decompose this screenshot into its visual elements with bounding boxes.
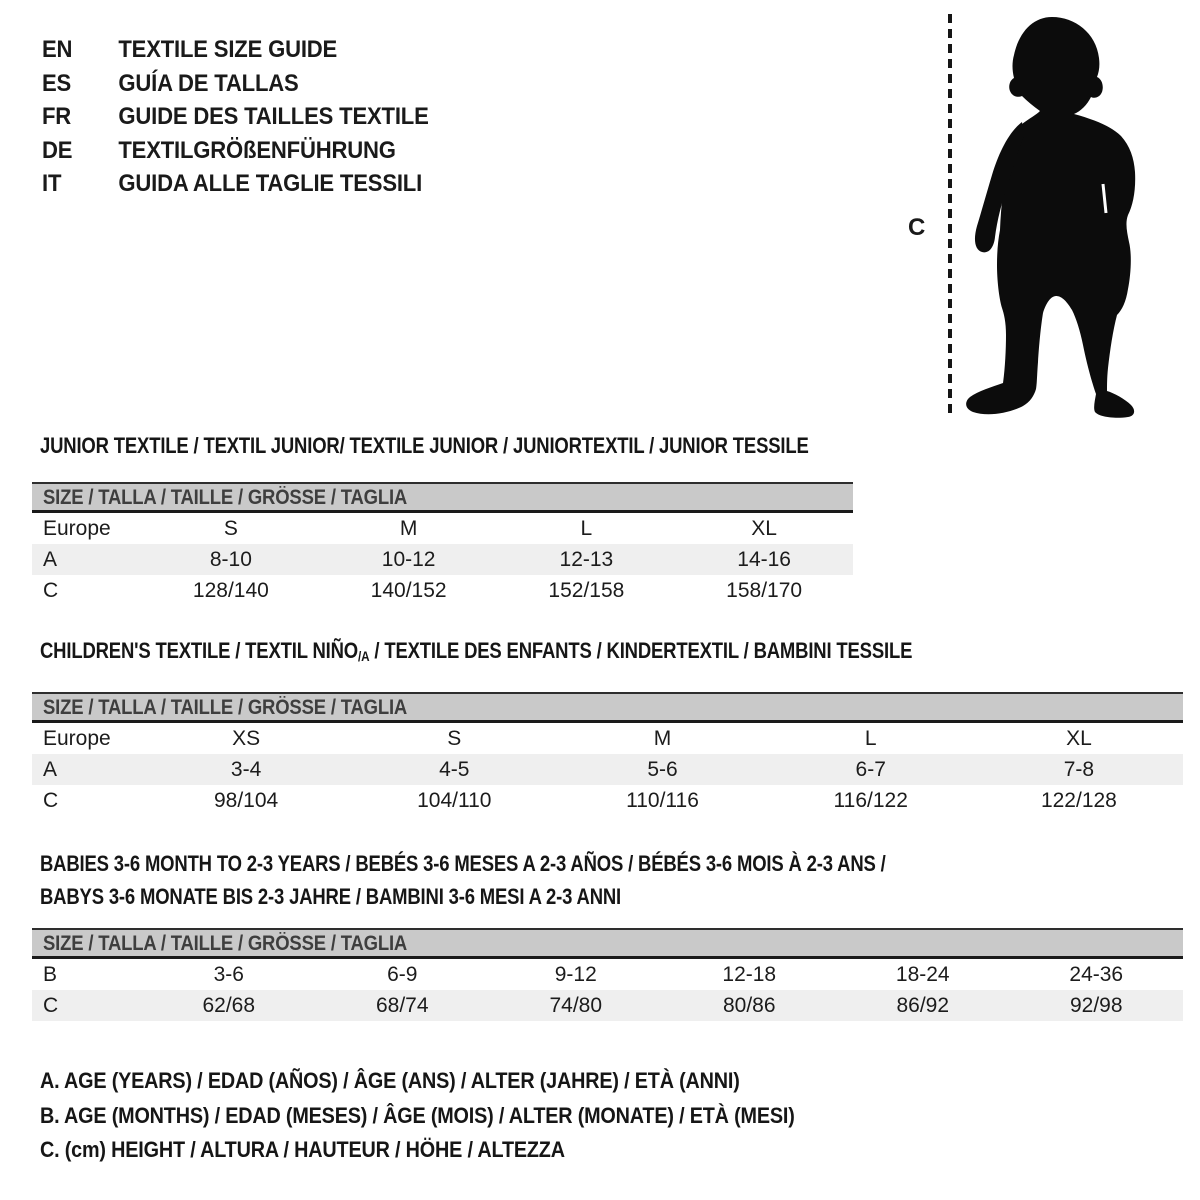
table-cell: A [43, 548, 58, 571]
table-cell: 62/68 [202, 994, 256, 1017]
language-code: EN [42, 36, 73, 63]
legend-note-b: B. AGE (MONTHS) / EDAD (MESES) / ÂGE (MOIS) / ALTER (MONATE) / ETÀ (MESI) [40, 1102, 795, 1128]
table-row [32, 785, 1183, 816]
table-cell: 9-12 [554, 963, 597, 986]
table-cell: 128/140 [192, 579, 269, 602]
size-header-label: SIZE / TALLA / TAILLE / GRÖSSE / TAGLIA [43, 696, 408, 719]
language-title: TEXTILGRÖßENFÜHRUNG [118, 136, 396, 164]
table-cell: S [447, 727, 462, 750]
table-cell: Europe [43, 517, 111, 540]
legend-note-c: C. (cm) HEIGHT / ALTURA / HAUTEUR / HÖHE / ALTEZZA [40, 1137, 565, 1162]
language-title: GUÍA DE TALLAS [118, 69, 299, 97]
children-size-table [32, 692, 1183, 816]
table-row [32, 575, 853, 606]
table-cell: 122/128 [1040, 789, 1117, 812]
table-cell: A [43, 758, 58, 781]
table-cell: 24-36 [1069, 963, 1124, 986]
language-title-list [42, 33, 429, 201]
table-cell: 110/116 [626, 789, 699, 812]
section-title-babies-line2: BABYS 3-6 MONATE BIS 2-3 JAHRE / BAMBINI 3-6 MESI A 2-3 ANNI [40, 884, 622, 909]
baby-silhouette-figure [900, 0, 1160, 440]
size-header-bar [32, 928, 1183, 956]
language-title: TEXTILE SIZE GUIDE [118, 36, 338, 63]
table-cell: 152/158 [548, 579, 625, 602]
section-title-babies [40, 847, 886, 913]
size-header-bar [32, 482, 853, 510]
table-cell: 104/110 [417, 789, 492, 812]
size-header-bar [32, 692, 1183, 720]
language-code: ES [42, 69, 72, 97]
measure-label-c: C [908, 214, 926, 241]
table-cell: 92/98 [1069, 994, 1123, 1017]
measure-legend [40, 1064, 795, 1168]
language-row [42, 134, 429, 168]
section-title-children-sub: /A [357, 648, 370, 664]
table-cell: S [223, 517, 238, 540]
table-cell: 98/104 [213, 789, 279, 812]
table-cell: 68/74 [375, 994, 429, 1017]
table-row [32, 723, 1183, 754]
language-row [42, 67, 429, 101]
table-cell: M [399, 517, 418, 540]
section-title-children [40, 638, 912, 664]
size-header-label: SIZE / TALLA / TAILLE / GRÖSSE / TAGLIA [43, 932, 408, 955]
table-cell: Europe [43, 727, 111, 750]
size-header-label: SIZE / TALLA / TAILLE / GRÖSSE / TAGLIA [43, 486, 408, 509]
language-code: DE [42, 136, 73, 164]
table-row [32, 959, 1183, 990]
language-title: GUIDE DES TAILLES TEXTILE [118, 103, 429, 130]
table-cell: B [43, 963, 58, 986]
table-cell: 12-13 [559, 548, 614, 571]
language-code: IT [42, 170, 62, 197]
section-title-junior: JUNIOR TEXTILE / TEXTIL JUNIOR/ TEXTILE JUNIOR / JUNIORTEXTIL / JUNIOR TESSILE [40, 433, 809, 458]
table-cell: XL [1066, 727, 1092, 750]
table-cell: 7-8 [1063, 758, 1095, 781]
table-cell: XS [232, 727, 261, 750]
section-title-babies-line1: BABIES 3-6 MONTH TO 2-3 YEARS / BEBÉS 3-6 MESES A 2-3 AÑOS / BÉBÉS 3-6 MOIS À 2-3 ANS / [40, 851, 886, 876]
table-cell: L [864, 727, 877, 750]
table-row [32, 754, 1183, 785]
table-cell: 10-12 [381, 548, 436, 571]
table-cell: C [43, 789, 59, 812]
table-cell: C [43, 579, 59, 602]
table-cell: 3-4 [230, 758, 262, 781]
table-cell: 140/152 [370, 579, 447, 602]
table-cell: 4-5 [439, 758, 470, 781]
table-row [32, 990, 1183, 1021]
table-cell: L [580, 517, 593, 540]
table-row [32, 544, 853, 575]
table-cell: 6-7 [855, 758, 886, 781]
table-cell: 6-9 [387, 963, 418, 986]
language-row [42, 100, 429, 134]
table-cell: 18-24 [895, 963, 950, 986]
table-cell: XL [751, 517, 777, 540]
table-cell: 3-6 [213, 963, 244, 986]
table-cell: 80/86 [722, 994, 776, 1017]
table-cell: 74/80 [549, 994, 603, 1017]
table-cell: 12-18 [722, 963, 777, 986]
section-title-children-main: CHILDREN'S TEXTILE / TEXTIL NIÑO [40, 638, 358, 663]
legend-note-a: A. AGE (YEARS) / EDAD (AÑOS) / ÂGE (ANS) / ALTER (JAHRE) / ETÀ (ANNI) [40, 1068, 740, 1093]
table-cell: M [653, 727, 672, 750]
table-cell: C [43, 994, 59, 1017]
language-row [42, 33, 429, 67]
language-code: FR [42, 103, 72, 130]
language-row [42, 167, 429, 201]
section-title-children-rest: / TEXTILE DES ENFANTS / KINDERTEXTIL / BAMBINI TESSILE [369, 638, 913, 663]
table-cell: 158/170 [726, 579, 803, 602]
table-cell: 86/92 [896, 994, 950, 1017]
language-title: GUIDA ALLE TAGLIE TESSILI [118, 170, 423, 197]
junior-size-table [32, 482, 853, 606]
table-cell: 14-16 [737, 548, 791, 571]
table-cell: 8-10 [209, 548, 252, 571]
table-row [32, 513, 853, 544]
babies-size-table [32, 928, 1183, 1021]
table-cell: 5-6 [647, 758, 678, 781]
table-cell: 116/122 [833, 789, 908, 812]
